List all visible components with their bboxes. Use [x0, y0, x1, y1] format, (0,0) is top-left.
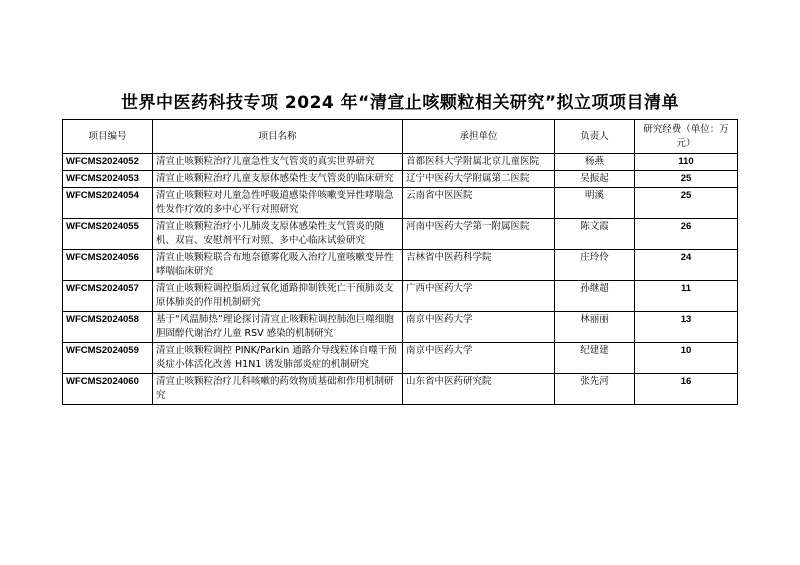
cell-code: WFCMS2024058	[63, 312, 153, 343]
cell-code: WFCMS2024056	[63, 250, 153, 281]
table-row	[63, 171, 738, 188]
cell-unit: 南京中医药大学	[403, 343, 555, 374]
cell-person: 杨燕	[555, 154, 635, 171]
cell-name: 清宣止咳颗粒对儿童急性呼吸道感染伴咳嗽变异性哮喘急性发作疗效的多中心平行对照研究	[153, 188, 403, 219]
cell-unit: 南京中医药大学	[403, 312, 555, 343]
table-row	[63, 219, 738, 250]
cell-code: WFCMS2024060	[63, 374, 153, 405]
cell-fund: 26	[635, 219, 738, 250]
cell-unit: 河南中医药大学第一附属医院	[403, 219, 555, 250]
table-row	[63, 188, 738, 219]
cell-code: WFCMS2024055	[63, 219, 153, 250]
cell-person: 林丽丽	[555, 312, 635, 343]
cell-code: WFCMS2024054	[63, 188, 153, 219]
cell-code: WFCMS2024053	[63, 171, 153, 188]
cell-unit: 广西中医药大学	[403, 281, 555, 312]
table-row	[63, 250, 738, 281]
cell-name: 基于“风温肺热”理论探讨清宣止咳颗粒调控肺泡巨噬细胞胆固醇代谢治疗儿童 RSV 感染的机制研究	[153, 312, 403, 343]
cell-person: 张先河	[555, 374, 635, 405]
cell-name: 清宣止咳颗粒调控脂质过氧化通路抑制铁死亡干预肺炎支原体肺炎的作用机制研究	[153, 281, 403, 312]
table-header-row	[63, 120, 738, 154]
cell-code: WFCMS2024059	[63, 343, 153, 374]
cell-unit: 云南省中医医院	[403, 188, 555, 219]
project-table	[62, 119, 738, 405]
table-row	[63, 154, 738, 171]
table-row	[63, 281, 738, 312]
cell-person: 庄玲伶	[555, 250, 635, 281]
cell-code: WFCMS2024052	[63, 154, 153, 171]
page-title: 世界中医药科技专项 2024 年“清宣止咳颗粒相关研究”拟立项项目清单	[121, 93, 679, 113]
cell-fund: 13	[635, 312, 738, 343]
cell-unit: 辽宁中医药大学附属第二医院	[403, 171, 555, 188]
table-row	[63, 374, 738, 405]
cell-fund: 10	[635, 343, 738, 374]
cell-person: 孙继超	[555, 281, 635, 312]
cell-name: 清宣止咳颗粒治疗儿科咳嗽的药效物质基础和作用机制研究	[153, 374, 403, 405]
cell-person: 吴振起	[555, 171, 635, 188]
header-person: 负责人	[555, 120, 635, 154]
cell-fund: 11	[635, 281, 738, 312]
cell-person: 纪建建	[555, 343, 635, 374]
cell-name: 清宣止咳颗粒治疗儿童急性支气管炎的真实世界研究	[153, 154, 403, 171]
cell-unit: 首都医科大学附属北京儿童医院	[403, 154, 555, 171]
cell-name: 清宣止咳颗粒联合布地奈德雾化吸入治疗儿童咳嗽变异性哮喘临床研究	[153, 250, 403, 281]
cell-name: 清宣止咳颗粒治疗小儿肺炎支原体感染性支气管炎的随机、双盲、安慰剂平行对照、多中心临床试验研究	[153, 219, 403, 250]
cell-fund: 24	[635, 250, 738, 281]
cell-unit: 吉林省中医药科学院	[403, 250, 555, 281]
header-name: 项目名称	[153, 120, 403, 154]
cell-person: 明溪	[555, 188, 635, 219]
header-unit: 承担单位	[403, 120, 555, 154]
cell-fund: 25	[635, 171, 738, 188]
cell-name: 清宣止咳颗粒调控 PINK/Parkin 通路介导线粒体自噬干预炎症小体活化改善 H1N1 诱发肺部炎症的机制研究	[153, 343, 403, 374]
table-row	[63, 343, 738, 374]
table-row	[63, 312, 738, 343]
header-code: 项目编号	[63, 120, 153, 154]
cell-fund: 110	[635, 154, 738, 171]
cell-code: WFCMS2024057	[63, 281, 153, 312]
header-fund: 研究经费（单位：万元）	[635, 120, 738, 154]
cell-fund: 25	[635, 188, 738, 219]
cell-unit: 山东省中医药研究院	[403, 374, 555, 405]
cell-fund: 16	[635, 374, 738, 405]
cell-person: 陈文霞	[555, 219, 635, 250]
cell-name: 清宣止咳颗粒治疗儿童支原体感染性支气管炎的临床研究	[153, 171, 403, 188]
